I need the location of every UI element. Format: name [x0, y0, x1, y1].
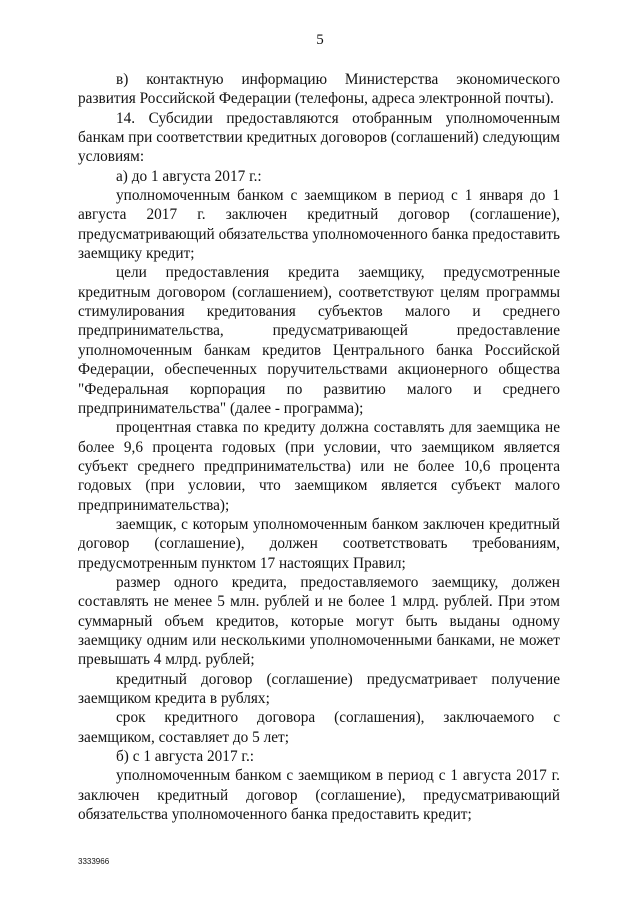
paragraph-loan-currency: кредитный договор (соглашение) предусматривает получение заемщиком кредита в рублях; [78, 670, 560, 707]
paragraph-clause-14: 14. Субсидии предоставляются отобранным уполномоченным банкам при соответствии кредитных договоров (соглашений) следующим условиям: [78, 109, 560, 166]
page-number: 5 [316, 32, 324, 48]
paragraph-loan-agreement-a: уполномоченным банком с заемщиком в период с 1 января до 1 августа 2017 г. заключен кредитный договор (соглашение), предусматривающий обязательства уполномоченного банка предоставить заемщику кредит; [78, 187, 560, 263]
paragraph-loan-term: срок кредитного договора (соглашения), заключаемого с заемщиком, составляет до 5 лет; [78, 709, 560, 746]
paragraph-subclause-b: б) с 1 августа 2017 г.: [116, 748, 255, 766]
paragraph-loan-agreement-b: уполномоченным банком с заемщиком в период с 1 августа 2017 г. заключен кредитный договор (соглашение), предусматривающий обязательства уполномоченного банка предоставить кредит; [78, 767, 560, 824]
paragraph-interest-rate: процентная ставка по кредиту должна составлять для заемщика не более 9,6 процента годовых (при условии, что заемщиком является субъект среднего предпринимательства) или не более 10,6 процента годовых (при условии, что заемщиком является субъект малого предпринимательства); [78, 419, 560, 514]
paragraph-borrower-requirements: заемщик, с которым уполномоченным банком заключен кредитный договор (соглашение), должен соответствовать требованиям, предусмотренным пунктом 17 настоящих Правил; [78, 515, 560, 572]
document-body [78, 70, 560, 824]
paragraph-subclause-a: а) до 1 августа 2017 г.: [116, 167, 262, 185]
paragraph-contact-info: в) контактную информацию Министерства экономического развития Российской Федерации (телефоны, адреса электронной почты). [78, 71, 560, 108]
paragraph-loan-purpose: цели предоставления кредита заемщику, предусмотренные кредитным договором (соглашением), соответствуют целям программы стимулирования кредитования субъектов малого и среднего предпринимательства, предусматривающей предоставление уполномоченным банкам кредитов Центрального банка Российской Федерации, обеспеченных поручительствами акционерного общества "Федеральная корпорация по развитию малого и среднего предпринимательства" (далее - программа); [78, 264, 560, 417]
paragraph-loan-size: размер одного кредита, предоставляемого заемщику, должен составлять не менее 5 млн. рублей и не более 1 млрд. рублей. При этом суммарный объем кредитов, которые могут быть выданы одному заемщику одним или несколькими уполномоченными банками, не может превышать 4 млрд. рублей; [78, 573, 560, 669]
document-code: 3333966 [78, 857, 110, 866]
